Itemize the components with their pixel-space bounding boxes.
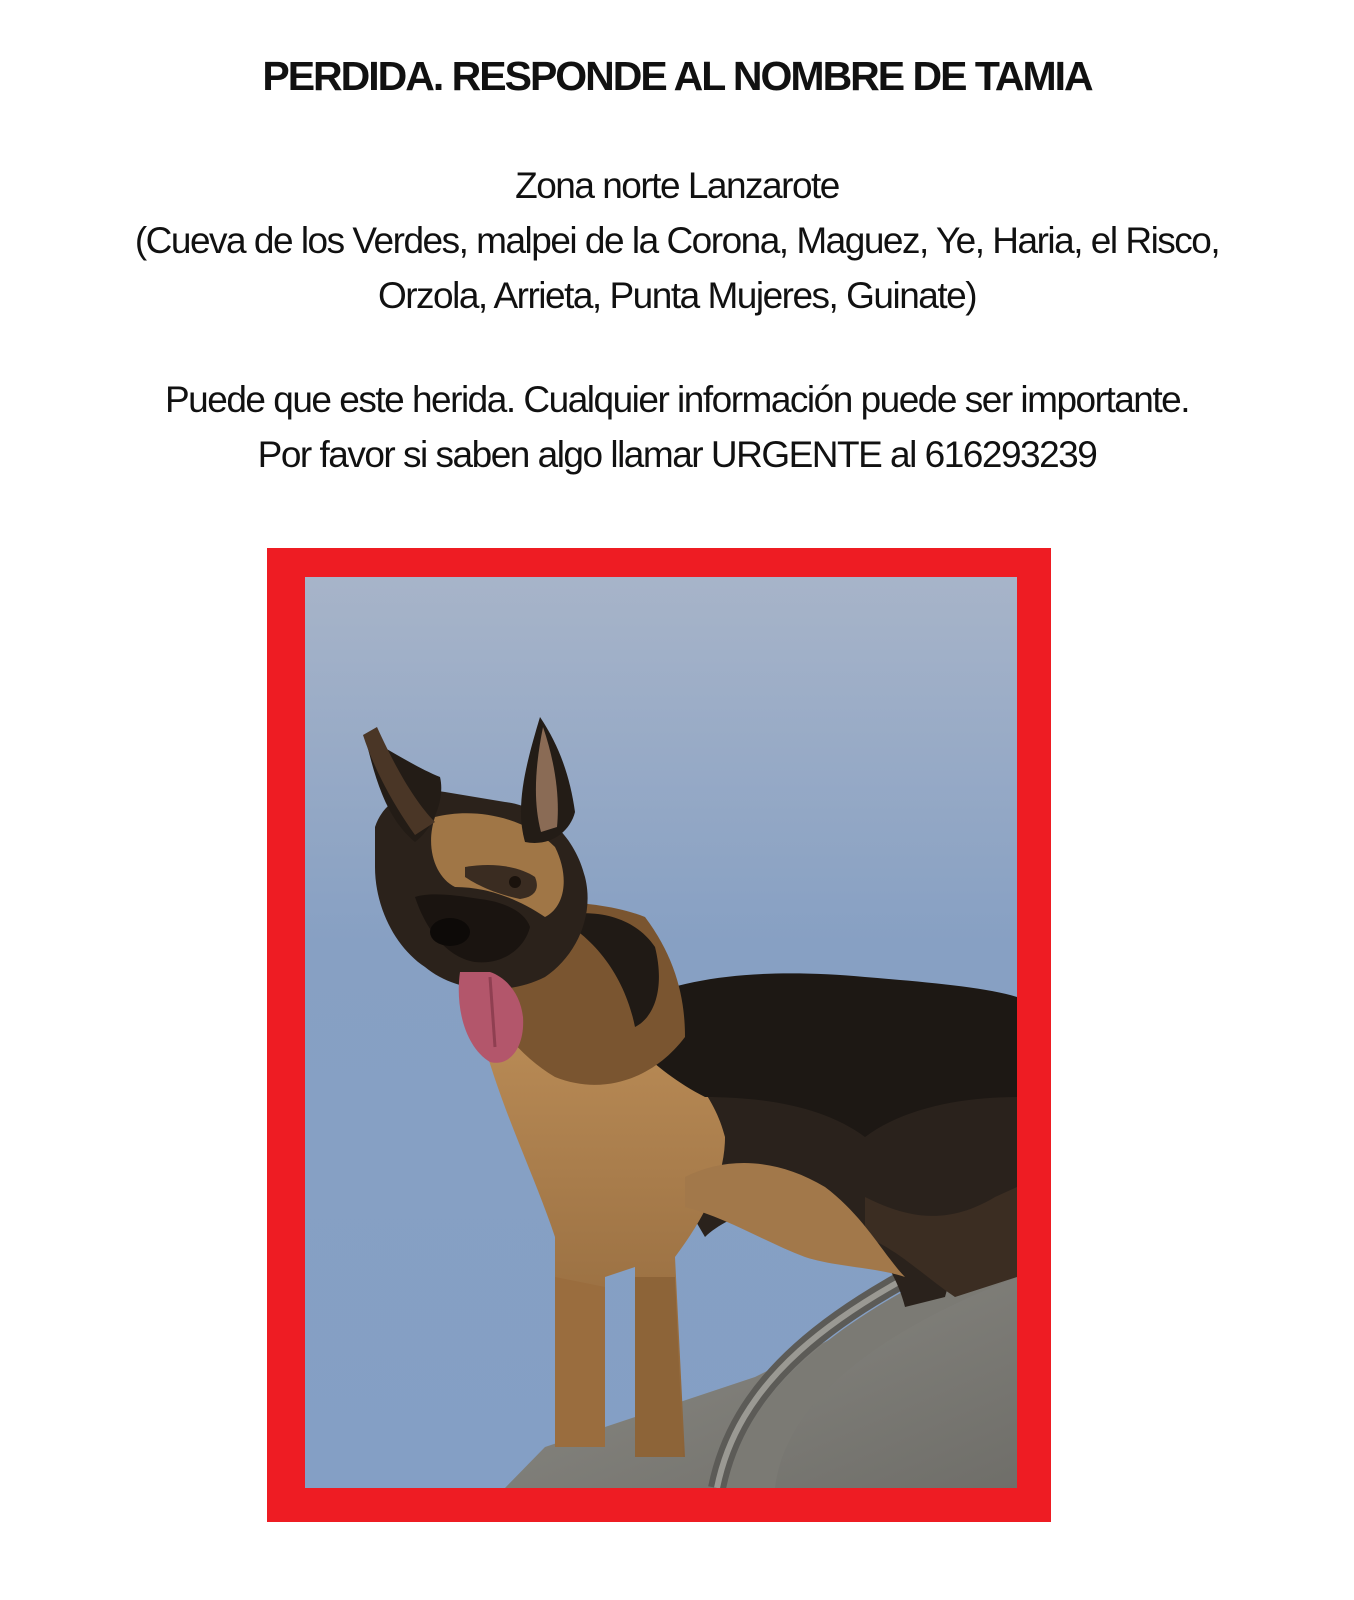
german-shepherd-dog-icon	[305, 577, 1017, 1488]
contact-info	[0, 372, 1354, 482]
info-line-2: Por favor si saben algo llamar URGENTE al 616293239	[257, 434, 1097, 475]
red-photo-frame	[267, 548, 1051, 1522]
zone-line-2: (Cueva de los Verdes, malpei de la Corona, Maguez, Ye, Haria, el Risco,	[134, 220, 1220, 261]
info-line-1: Puede que este herida. Cualquier información puede ser importante.	[164, 379, 1190, 420]
zone-line-1: Zona norte Lanzarote	[515, 165, 839, 206]
zone-line-3: Orzola, Arrieta, Punta Mujeres, Guinate)	[377, 275, 977, 316]
zone-description	[0, 158, 1354, 323]
poster-title: PERDIDA. RESPONDE AL NOMBRE DE TAMIA	[262, 53, 1092, 99]
dog-photo	[305, 577, 1017, 1488]
